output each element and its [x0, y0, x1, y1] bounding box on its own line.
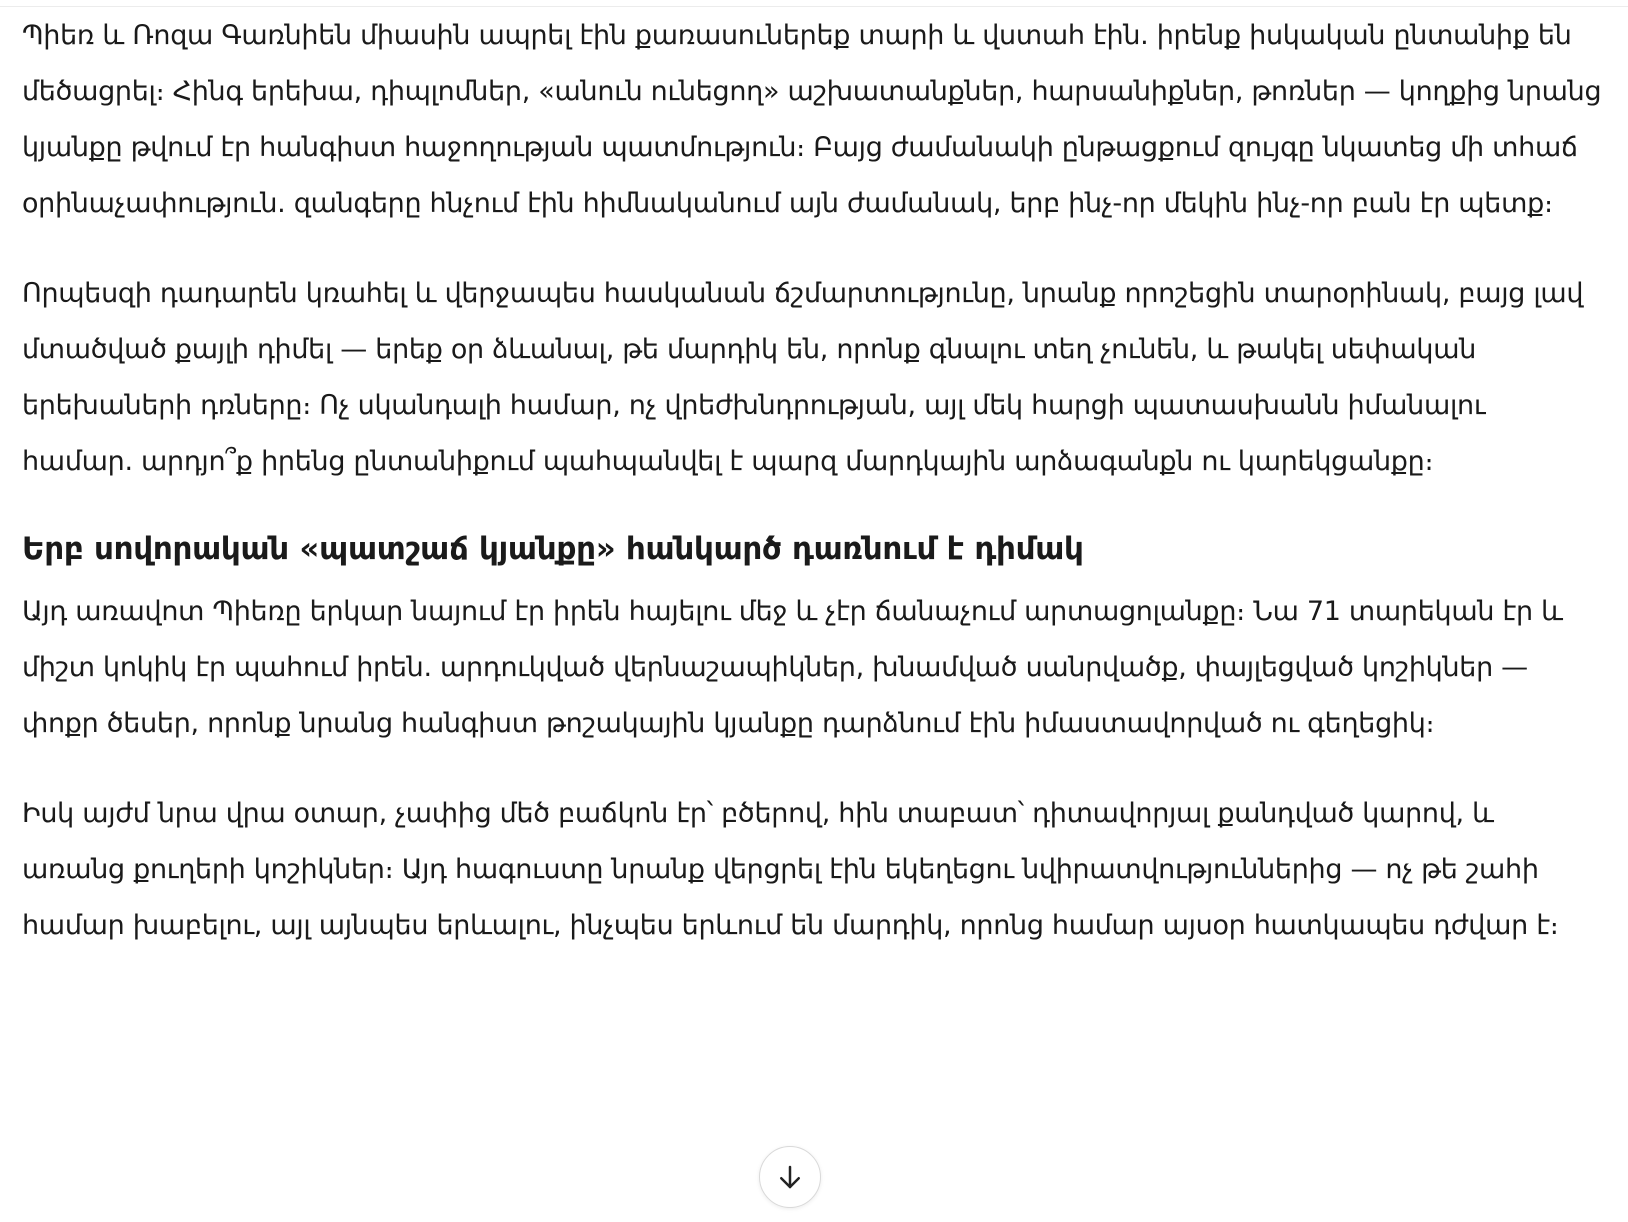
article-paragraph-4: Իսկ այժմ նրա վրա օտար, չափից մեծ բաճկոն էր՝ բծերով, հին տաբատ՝ դիտավորյալ քանդված կարով, և առանց քուղերի կոշիկներ։ Այդ հագուստը նրանք վերցրել էին եկեղեցու նվիրատվություններից — ոչ թե շահի համար խաբելու, այլ այնպես երևալու, ինչպես երևում են մարդիկ, որոնց համար այսօր հատկապես դժվար է։ — [22, 798, 1559, 941]
arrow-down-icon — [775, 1162, 805, 1192]
scroll-down-button[interactable] — [759, 1146, 821, 1208]
article-paragraph-3: Այդ առավոտ Պիեռը երկար նայում էր իրեն հայելու մեջ և չէր ճանաչում արտացոլանքը։ Նա 71 տարեկան էր և միշտ կոկիկ էր պահում իրեն. արդուկված վերնաշապիկներ, խնամված սանրվածք, փայլեցված կոշիկներ — փոքր ծեսեր, որոնք նրանց հանգիստ թոշակային կյանքը դարձնում էին իմաստավորված ու գեղեցիկ։ — [22, 596, 1563, 739]
section-heading: Երբ սովորական «պատշաճ կյանքը» հանկարծ դառնում է դիմակ — [22, 531, 1084, 567]
article-paragraph-1: Պիեռ և Ռոզա Գառնիեն միասին ապրել էին քառասուներեք տարի և վստահ էին. իրենք իսկական ընտանիք են մեծացրել։ Հինգ երեխա, դիպլոմներ, «անուն ունեցող» աշխատանքներ, հարսանիքներ, թոռներ — կողքից նրանց կյանքը թվում էր հանգիստ հաջողության պատմություն։ Բայց ժամանակի ընթացքում զույգը նկատեց մի տհաճ օրինաչափություն. զանգերը հնչում էին հիմնականում այն ժամանակ, երբ ինչ-որ մեկին ինչ-որ բան էր պետք։ — [22, 20, 1602, 219]
top-divider — [0, 0, 1628, 7]
article-body — [22, 8, 1602, 954]
article-paragraph-2: Որպեսզի դադարեն կռահել և վերջապես հասկանան ճշմարտությունը, նրանք որոշեցին տարօրինակ, բայց լավ մտածված քայլի դիմել — երեք օր ձևանալ, թե մարդիկ են, որոնք գնալու տեղ չունեն, և թակել սեփական երեխաների դռները։ Ոչ սկանդալի համար, ոչ վրեժխնդրության, այլ մեկ հարցի պատասխանն իմանալու համար. արդյո՞ք իրենց ընտանիքում պահպանվել է պարզ մարդկային արձագանքն ու կարեկցանքը։ — [22, 278, 1584, 477]
